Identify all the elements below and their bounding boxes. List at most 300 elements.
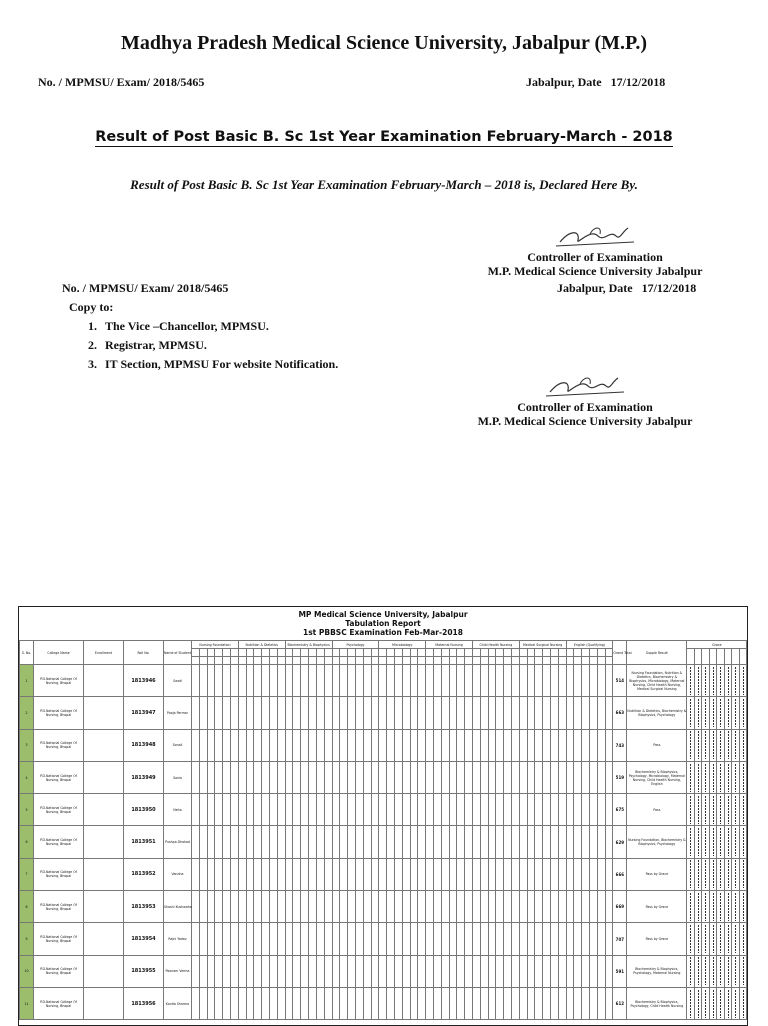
cell-mark — [457, 729, 465, 761]
cell-grace — [709, 858, 717, 890]
cell-mark — [223, 826, 231, 858]
cell-mark — [457, 891, 465, 923]
cell-mark — [535, 826, 543, 858]
subcol-header — [480, 649, 488, 657]
cell-mark — [410, 987, 418, 1019]
cell-grace — [717, 891, 725, 923]
cell-grace — [709, 761, 717, 793]
subcol-header — [597, 649, 605, 657]
cell-mark — [223, 955, 231, 987]
subcol-header — [262, 649, 270, 657]
cell-mark — [558, 826, 566, 858]
cell-mark — [433, 858, 441, 890]
cell-mark — [348, 729, 356, 761]
cell-name: Rajni Yadav — [164, 923, 192, 955]
subcol-header — [589, 649, 597, 657]
cell-name: Neha — [164, 794, 192, 826]
cell-mark — [301, 729, 309, 761]
cell-mark — [558, 794, 566, 826]
cell-mark — [262, 826, 270, 858]
cell-mark — [371, 891, 379, 923]
cell-mark — [441, 987, 449, 1019]
subcol-header — [192, 649, 200, 657]
subcol-header — [215, 649, 223, 657]
cell-grace — [694, 987, 702, 1019]
cell-mark — [519, 987, 527, 1019]
cell-mark — [582, 761, 590, 793]
cell-grace — [687, 955, 695, 987]
cell-mark — [309, 761, 317, 793]
cell-mark — [215, 858, 223, 890]
cell-grace — [694, 794, 702, 826]
cell-grace — [709, 794, 717, 826]
cell-grace — [724, 665, 732, 697]
cell-mark — [418, 826, 426, 858]
cell-mark — [426, 923, 434, 955]
subcol-header — [543, 649, 551, 657]
cell-mark — [511, 858, 519, 890]
subcol-header — [301, 649, 309, 657]
subcol-max — [270, 657, 278, 665]
cell-name: Kavita Sharma — [164, 987, 192, 1019]
cell-mark — [566, 665, 574, 697]
cell-mark — [543, 697, 551, 729]
cell-grace — [724, 987, 732, 1019]
cell-mark — [316, 729, 324, 761]
cell-mark — [605, 858, 613, 890]
cell-mark — [574, 826, 582, 858]
cell-grace — [717, 987, 725, 1019]
cell-mark — [449, 858, 457, 890]
cell-mark — [301, 955, 309, 987]
subcol-header — [410, 649, 418, 657]
cell-mark — [589, 923, 597, 955]
cell-grace — [687, 987, 695, 1019]
cell-mark — [433, 794, 441, 826]
col-subject: Psychology — [332, 641, 379, 649]
cell-result: Biochemistry & Biophysics, Psychology, Child Health Nursing — [627, 987, 687, 1019]
subcol-max — [293, 657, 301, 665]
cell-mark — [192, 761, 200, 793]
cell-grace — [724, 697, 732, 729]
cell-mark — [301, 891, 309, 923]
cell-mark — [597, 761, 605, 793]
cell-mark — [441, 761, 449, 793]
cell-mark — [605, 955, 613, 987]
subcol-max — [410, 657, 418, 665]
cell-mark — [348, 987, 356, 1019]
cell-mark — [254, 729, 262, 761]
table-row — [20, 923, 747, 955]
cell-mark — [511, 955, 519, 987]
cell-mark — [394, 923, 402, 955]
cell-mark — [582, 858, 590, 890]
cell-mark — [270, 794, 278, 826]
cell-mark — [589, 826, 597, 858]
cell-mark — [223, 858, 231, 890]
cell-mark — [465, 665, 473, 697]
cell-mark — [192, 794, 200, 826]
subcol-max — [574, 657, 582, 665]
cell-grace — [709, 987, 717, 1019]
cell-mark — [394, 826, 402, 858]
cell-name: Shashi Kushwaha — [164, 891, 192, 923]
cell-roll: 1813948 — [124, 729, 164, 761]
cell-mark — [238, 955, 246, 987]
cell-mark — [410, 826, 418, 858]
cell-mark — [355, 729, 363, 761]
cell-mark — [238, 826, 246, 858]
cell-mark — [441, 923, 449, 955]
cell-mark — [270, 826, 278, 858]
cell-mark — [457, 923, 465, 955]
cell-mark — [355, 891, 363, 923]
subcol-max — [238, 657, 246, 665]
cell-mark — [207, 955, 215, 987]
cell-mark — [449, 697, 457, 729]
cell-grace — [732, 858, 740, 890]
cell-roll: 1813950 — [124, 794, 164, 826]
cell-mark — [488, 665, 496, 697]
cell-roll: 1813952 — [124, 858, 164, 890]
cell-mark — [550, 729, 558, 761]
cell-mark — [543, 955, 551, 987]
cell-mark — [410, 794, 418, 826]
cell-mark — [387, 729, 395, 761]
cell-mark — [324, 955, 332, 987]
cell-mark — [309, 987, 317, 1019]
cell-sno: 7 — [20, 858, 34, 890]
subcol-max — [519, 657, 527, 665]
cell-mark — [324, 858, 332, 890]
cell-mark — [348, 697, 356, 729]
cell-mark — [379, 761, 387, 793]
cell-mark — [199, 665, 207, 697]
cell-mark — [582, 729, 590, 761]
cell-mark — [465, 987, 473, 1019]
cell-grace — [724, 729, 732, 761]
cell-grace — [732, 891, 740, 923]
signature-image — [550, 222, 640, 250]
cell-mark — [496, 761, 504, 793]
cell-mark — [504, 891, 512, 923]
cell-mark — [550, 794, 558, 826]
cell-mark — [192, 891, 200, 923]
cell-mark — [324, 697, 332, 729]
cell-mark — [527, 665, 535, 697]
cell-mark — [215, 761, 223, 793]
subcol-header — [223, 649, 231, 657]
cell-mark — [605, 729, 613, 761]
cell-mark — [246, 891, 254, 923]
cell-grace — [709, 826, 717, 858]
cell-mark — [340, 794, 348, 826]
subcol-header — [340, 649, 348, 657]
cell-roll: 1813951 — [124, 826, 164, 858]
subcol-header — [418, 649, 426, 657]
col-sno: S. No. — [20, 641, 34, 665]
cell-mark — [199, 955, 207, 987]
subcol-header — [199, 649, 207, 657]
cell-mark — [465, 794, 473, 826]
subcol-header — [472, 649, 480, 657]
cell-mark — [488, 923, 496, 955]
cell-mark — [316, 697, 324, 729]
cell-mark — [597, 665, 605, 697]
cell-mark — [418, 794, 426, 826]
cell-mark — [543, 665, 551, 697]
cell-mark — [316, 858, 324, 890]
subcol-max — [332, 657, 340, 665]
cell-grace — [687, 697, 695, 729]
cell-mark — [535, 858, 543, 890]
cell-mark — [387, 826, 395, 858]
cell-mark — [550, 697, 558, 729]
col-subject: Biochemistry & Biophysics — [285, 641, 332, 649]
cell-mark — [387, 858, 395, 890]
cell-grand-total: 663 — [613, 697, 627, 729]
cell-mark — [519, 665, 527, 697]
cell-mark — [402, 761, 410, 793]
subcol-max — [558, 657, 566, 665]
subcol-max — [379, 657, 387, 665]
cell-mark — [363, 826, 371, 858]
cell-mark — [566, 761, 574, 793]
cell-mark — [332, 923, 340, 955]
cell-mark — [207, 665, 215, 697]
cell-mark — [589, 891, 597, 923]
cell-result: Pass by Grace — [627, 923, 687, 955]
cell-result: Biochemistry & Biophysics, Psychology, Microbiology, Maternal Nursing, Child Health Nursing, English — [627, 761, 687, 793]
cell-mark — [262, 987, 270, 1019]
cell-mark — [433, 761, 441, 793]
cell-mark — [207, 987, 215, 1019]
copy-to-list — [88, 319, 338, 376]
cell-mark — [550, 665, 558, 697]
cell-mark — [426, 826, 434, 858]
cell-grand-total: 707 — [613, 923, 627, 955]
cell-grace — [694, 761, 702, 793]
cell-mark — [223, 729, 231, 761]
cell-mark — [277, 987, 285, 1019]
cell-mark — [480, 955, 488, 987]
subcol-header — [519, 649, 527, 657]
cell-grand-total: 519 — [613, 761, 627, 793]
cell-mark — [441, 665, 449, 697]
cell-mark — [379, 794, 387, 826]
subcol-max — [589, 657, 597, 665]
cell-college: P.D.National College Of Nursing, Bhopal — [34, 858, 84, 890]
cell-mark — [457, 826, 465, 858]
cell-mark — [402, 858, 410, 890]
cell-mark — [262, 955, 270, 987]
subcol-max — [316, 657, 324, 665]
cell-mark — [379, 697, 387, 729]
table-row — [20, 794, 747, 826]
cell-mark — [363, 794, 371, 826]
cell-mark — [504, 826, 512, 858]
cell-mark — [254, 697, 262, 729]
cell-mark — [371, 761, 379, 793]
cell-mark — [527, 794, 535, 826]
cell-mark — [332, 858, 340, 890]
cell-mark — [402, 891, 410, 923]
cell-mark — [582, 665, 590, 697]
cell-result: Nutrition & Dietetics, Biochemistry & Biophysics, Psychology — [627, 697, 687, 729]
cell-mark — [363, 923, 371, 955]
cell-mark — [363, 729, 371, 761]
cell-college: P.D.National College Of Nursing, Bhopal — [34, 665, 84, 697]
cell-mark — [348, 794, 356, 826]
cell-mark — [402, 987, 410, 1019]
cell-grace — [694, 955, 702, 987]
cell-mark — [597, 923, 605, 955]
cell-grace — [739, 858, 747, 890]
cell-college: P.D.National College Of Nursing, Bhopal — [34, 987, 84, 1019]
cell-mark — [496, 923, 504, 955]
cell-mark — [277, 826, 285, 858]
copy-reference-number: No. / MPMSU/ Exam/ 2018/5465 — [62, 281, 229, 295]
cell-mark — [348, 923, 356, 955]
cell-mark — [496, 665, 504, 697]
cell-roll: 1813956 — [124, 987, 164, 1019]
cell-mark — [496, 697, 504, 729]
cell-mark — [418, 955, 426, 987]
cell-mark — [457, 665, 465, 697]
subcol-max — [535, 657, 543, 665]
cell-mark — [582, 891, 590, 923]
cell-mark — [519, 923, 527, 955]
cell-grace — [732, 987, 740, 1019]
cell-mark — [511, 923, 519, 955]
cell-mark — [238, 987, 246, 1019]
cell-mark — [270, 729, 278, 761]
cell-mark — [410, 729, 418, 761]
subcol-max — [566, 657, 574, 665]
cell-mark — [480, 665, 488, 697]
subcol-header — [246, 649, 254, 657]
cell-mark — [340, 891, 348, 923]
cell-college: P.D.National College Of Nursing, Bhopal — [34, 826, 84, 858]
cell-grace — [732, 729, 740, 761]
cell-mark — [316, 826, 324, 858]
cell-mark — [324, 891, 332, 923]
cell-enrollment — [84, 729, 124, 761]
cell-mark — [285, 858, 293, 890]
cell-mark — [254, 858, 262, 890]
cell-mark — [472, 858, 480, 890]
cell-mark — [316, 923, 324, 955]
cell-mark — [441, 794, 449, 826]
cell-mark — [574, 955, 582, 987]
cell-mark — [480, 987, 488, 1019]
cell-mark — [293, 987, 301, 1019]
grace-subcol — [694, 649, 702, 665]
cell-grace — [709, 891, 717, 923]
subcol-header — [207, 649, 215, 657]
grace-subcol — [702, 649, 710, 665]
cell-mark — [480, 729, 488, 761]
cell-mark — [254, 987, 262, 1019]
cell-college: P.D.National College Of Nursing, Bhopal — [34, 891, 84, 923]
cell-grace — [709, 697, 717, 729]
tabulation-table — [19, 640, 747, 1020]
col-subject: English (Qualifying) — [566, 641, 613, 649]
subcol-header — [348, 649, 356, 657]
cell-mark — [199, 858, 207, 890]
cell-mark — [504, 955, 512, 987]
cell-mark — [418, 761, 426, 793]
cell-mark — [192, 923, 200, 955]
cell-grace — [724, 923, 732, 955]
cell-mark — [410, 761, 418, 793]
cell-mark — [230, 729, 238, 761]
cell-mark — [558, 665, 566, 697]
cell-mark — [496, 955, 504, 987]
cell-mark — [433, 923, 441, 955]
cell-mark — [293, 858, 301, 890]
cell-mark — [558, 923, 566, 955]
cell-mark — [574, 987, 582, 1019]
cell-mark — [465, 858, 473, 890]
cell-mark — [418, 665, 426, 697]
cell-mark — [605, 665, 613, 697]
cell-mark — [574, 761, 582, 793]
cell-mark — [566, 955, 574, 987]
cell-mark — [199, 891, 207, 923]
cell-mark — [433, 697, 441, 729]
cell-mark — [254, 761, 262, 793]
cell-mark — [597, 858, 605, 890]
cell-grace — [717, 729, 725, 761]
cell-mark — [496, 794, 504, 826]
cell-grace — [717, 955, 725, 987]
cell-mark — [348, 826, 356, 858]
cell-grace — [687, 923, 695, 955]
cell-grace — [717, 697, 725, 729]
subcol-header — [230, 649, 238, 657]
subcol-max — [488, 657, 496, 665]
cell-mark — [582, 826, 590, 858]
cell-grace — [702, 665, 710, 697]
cell-mark — [558, 761, 566, 793]
cell-mark — [363, 761, 371, 793]
cell-mark — [589, 665, 597, 697]
cell-mark — [285, 794, 293, 826]
cell-mark — [457, 955, 465, 987]
subcol-header — [324, 649, 332, 657]
cell-grace — [687, 729, 695, 761]
cell-mark — [597, 826, 605, 858]
cell-mark — [215, 955, 223, 987]
cell-mark — [277, 891, 285, 923]
cell-mark — [410, 923, 418, 955]
subcol-max — [550, 657, 558, 665]
cell-mark — [433, 665, 441, 697]
cell-mark — [270, 923, 278, 955]
cell-grace — [709, 729, 717, 761]
copy-list-item: 3. IT Section, MPMSU For website Notification. — [88, 357, 339, 371]
cell-mark — [301, 794, 309, 826]
cell-mark — [254, 794, 262, 826]
cell-name: Pooja Parmar — [164, 697, 192, 729]
cell-mark — [238, 923, 246, 955]
cell-mark — [472, 761, 480, 793]
cell-mark — [582, 697, 590, 729]
cell-grand-total: 612 — [613, 987, 627, 1019]
cell-mark — [519, 955, 527, 987]
cell-mark — [363, 697, 371, 729]
